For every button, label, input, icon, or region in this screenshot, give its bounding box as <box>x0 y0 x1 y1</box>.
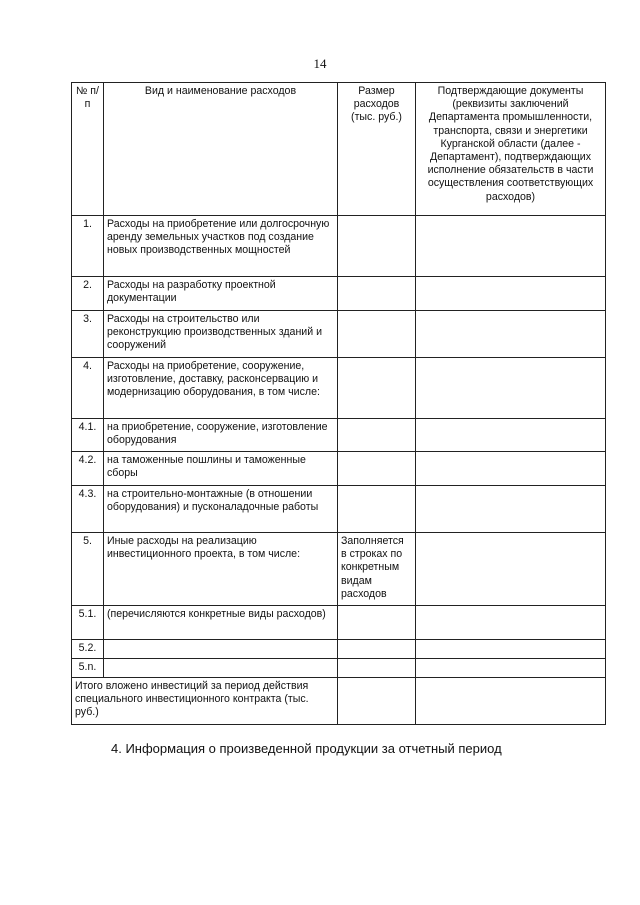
table-total-row <box>72 678 606 725</box>
row-expense-name: на строительно-монтажные (в отношении оборудования) и пусконаладочные работы <box>104 486 338 533</box>
row-number: 4.3. <box>72 486 104 533</box>
table-row <box>72 659 606 678</box>
table-row <box>72 419 606 452</box>
row-number: 4. <box>72 358 104 419</box>
row-expense-name <box>104 659 338 678</box>
row-expense-name: Расходы на разработку проектной документации <box>104 277 338 311</box>
table-row <box>72 486 606 533</box>
row-documents <box>416 640 606 659</box>
table-row <box>72 277 606 311</box>
header-expense-name: Вид и наименование расходов <box>104 83 338 216</box>
row-documents <box>416 419 606 452</box>
total-amount <box>338 678 416 725</box>
row-number: 4.1. <box>72 419 104 452</box>
row-amount <box>338 216 416 277</box>
table-row <box>72 640 606 659</box>
row-number: 4.2. <box>72 452 104 486</box>
table-row <box>72 533 606 606</box>
row-number: 5. <box>72 533 104 606</box>
row-number: 5.1. <box>72 606 104 640</box>
row-number: 2. <box>72 277 104 311</box>
row-amount <box>338 606 416 640</box>
row-expense-name: Иные расходы на реализацию инвестиционного проекта, в том числе: <box>104 533 338 606</box>
row-documents <box>416 311 606 358</box>
row-amount: Заполняется в строках по конкретным видам расходов <box>338 533 416 606</box>
row-expense-name: Расходы на строительство или реконструкцию производственных зданий и сооружений <box>104 311 338 358</box>
table-row <box>72 216 606 277</box>
row-expense-name: Расходы на приобретение или долгосрочную аренду земельных участков под создание новых производственных мощностей <box>104 216 338 277</box>
total-documents <box>416 678 606 725</box>
row-expense-name: Расходы на приобретение, сооружение, изготовление, доставку, расконсервацию и модернизацию оборудования, в том числе: <box>104 358 338 419</box>
row-expense-name <box>104 640 338 659</box>
row-amount <box>338 419 416 452</box>
row-amount <box>338 640 416 659</box>
row-documents <box>416 277 606 311</box>
page-number: 14 <box>313 56 327 71</box>
header-number: № п/п <box>72 83 104 216</box>
row-amount <box>338 486 416 533</box>
row-expense-name: на приобретение, сооружение, изготовление оборудования <box>104 419 338 452</box>
row-number: 5.n. <box>72 659 104 678</box>
section-heading: 4. Информация о произведенной продукции за отчетный период <box>111 741 502 756</box>
table-row <box>72 358 606 419</box>
table-row <box>72 311 606 358</box>
row-expense-name: на таможенные пошлины и таможенные сборы <box>104 452 338 486</box>
expenses-table <box>71 82 606 725</box>
row-amount <box>338 311 416 358</box>
header-supporting-documents: Подтверждающие документы (реквизиты заключений Департамента промышленности, транспорта, связи и энергетики Курганской области (далее - Департамент), подтверждающих исполнение обязательств в части осуществления соответствующих расходов) <box>416 83 606 216</box>
row-number: 1. <box>72 216 104 277</box>
row-documents <box>416 216 606 277</box>
total-label: Итого вложено инвестиций за период действия специального инвестиционного контракта (тыс. руб.) <box>72 678 338 725</box>
row-amount <box>338 659 416 678</box>
row-number: 3. <box>72 311 104 358</box>
row-expense-name: (перечисляются конкретные виды расходов) <box>104 606 338 640</box>
row-documents <box>416 533 606 606</box>
row-amount <box>338 452 416 486</box>
row-documents <box>416 358 606 419</box>
row-documents <box>416 606 606 640</box>
row-documents <box>416 486 606 533</box>
row-amount <box>338 358 416 419</box>
row-documents <box>416 659 606 678</box>
row-documents <box>416 452 606 486</box>
row-amount <box>338 277 416 311</box>
table-header-row <box>72 83 606 216</box>
table-row <box>72 606 606 640</box>
row-number: 5.2. <box>72 640 104 659</box>
table-row <box>72 452 606 486</box>
header-amount: Размер расходов (тыс. руб.) <box>338 83 416 216</box>
